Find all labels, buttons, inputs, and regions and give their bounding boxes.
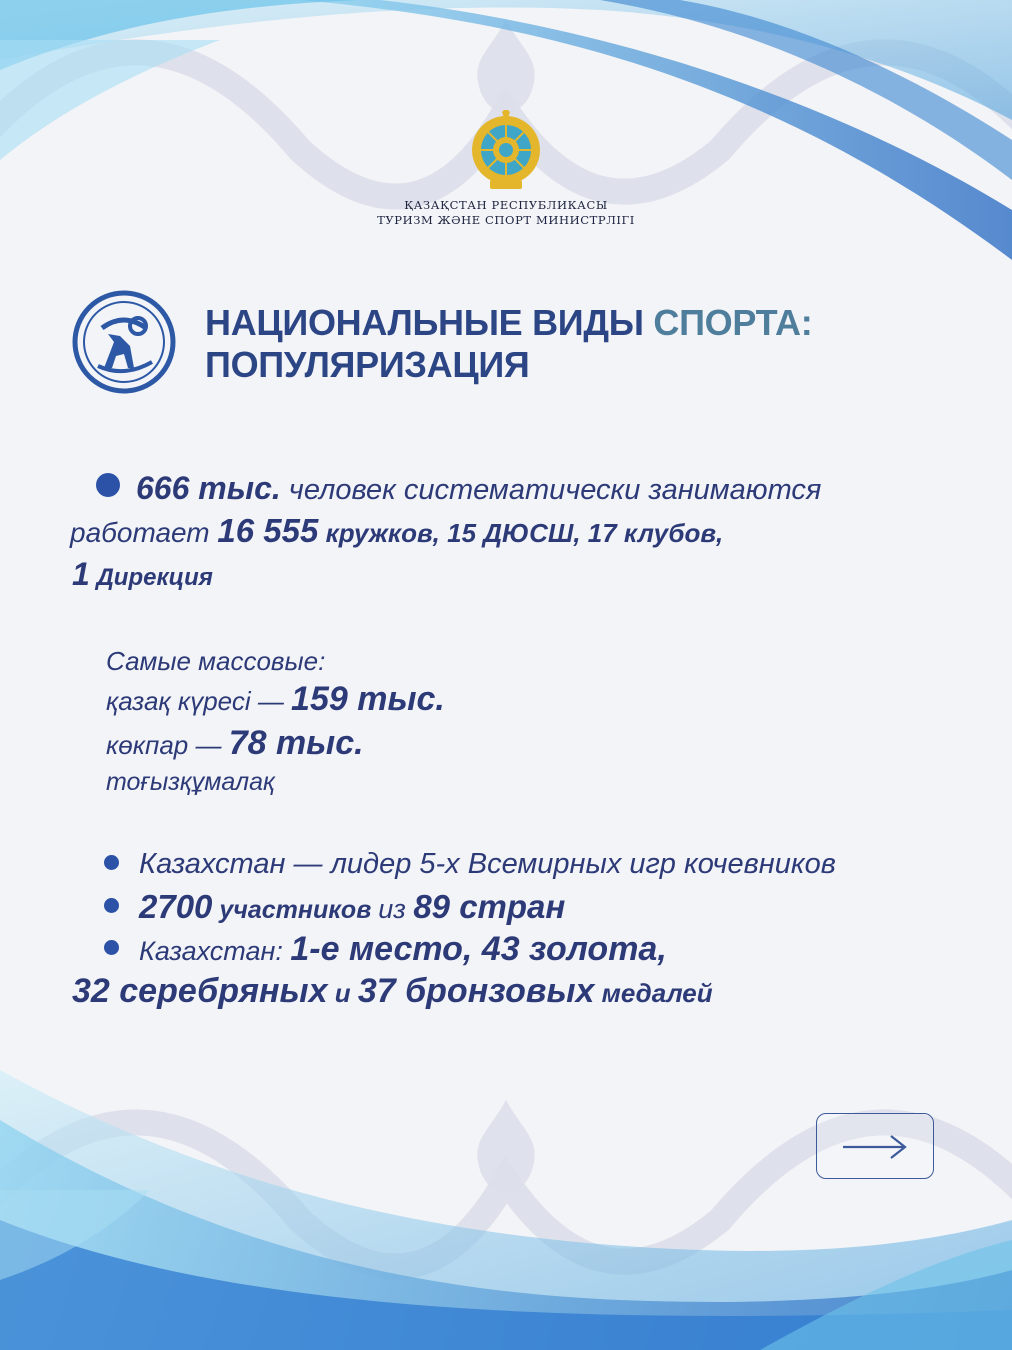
block3-line1-text: Казахстан — лидер 5-х Всемирных игр кочевников bbox=[139, 848, 836, 880]
block1-text4: Дирекция bbox=[89, 564, 213, 591]
bullet-icon bbox=[96, 473, 120, 497]
block3-l4-text: и bbox=[327, 978, 358, 1008]
block3-l2-text2: из bbox=[378, 894, 414, 924]
block1-text1: человек систематически занимаются bbox=[280, 474, 822, 506]
block3-l4-bold2: 37 бронзовых bbox=[357, 972, 595, 1010]
block1-line1 bbox=[96, 470, 821, 507]
title-part1: НАЦИОНАЛЬНЫЕ ВИДЫ bbox=[205, 302, 654, 343]
national-sports-logo bbox=[72, 290, 176, 394]
block2-heading: Самые массовые: bbox=[106, 646, 326, 676]
next-button[interactable] bbox=[816, 1113, 934, 1179]
block1-text2: работает bbox=[70, 517, 218, 548]
block2-item1-label: қазақ күресі — bbox=[106, 686, 292, 716]
block3-line3 bbox=[104, 930, 667, 969]
bullet-icon bbox=[104, 898, 119, 913]
block3-line1 bbox=[104, 848, 836, 881]
block3-l2-num2: 89 стран bbox=[413, 888, 566, 925]
title-line2: ПОПУЛЯРИЗАЦИЯ bbox=[205, 344, 530, 385]
block2-item2-value: 78 тыс. bbox=[228, 724, 364, 762]
ministry-name-line2: ТУРИЗМ ЖӘНЕ СПОРТ МИНИСТРЛІГІ bbox=[377, 213, 635, 227]
block3-l3-text: Казахстан: bbox=[139, 936, 291, 966]
bullet-icon bbox=[104, 855, 119, 870]
ministry-name-line1: ҚАЗАҚСТАН РЕСПУБЛИКАСЫ bbox=[404, 198, 608, 212]
page-title bbox=[205, 302, 812, 386]
bullet-icon bbox=[104, 940, 119, 955]
block1-num2: 16 555 bbox=[217, 512, 319, 549]
block3-l4-text2: медалей bbox=[594, 978, 713, 1008]
block3-l2-text1: участников bbox=[212, 896, 379, 924]
title-line1 bbox=[205, 302, 812, 344]
block1-text3: кружков, 15 ДЮСШ, 17 клубов, bbox=[318, 518, 724, 548]
state-emblem bbox=[466, 110, 546, 196]
block2-item3: тоғызқұмалақ bbox=[106, 768, 275, 796]
block3-line4 bbox=[72, 972, 713, 1011]
block2-item1 bbox=[106, 680, 445, 719]
block2-item2-label: көкпар — bbox=[106, 730, 229, 760]
title-part2: СПОРТА: bbox=[653, 302, 813, 343]
block3-l2-num: 2700 bbox=[139, 888, 213, 925]
block1-line2 bbox=[70, 512, 723, 550]
block2-item2 bbox=[106, 724, 364, 763]
block1-num1: 666 тыс. bbox=[136, 470, 281, 506]
block3-l3-bold: 1-е место, 43 золота, bbox=[290, 930, 667, 968]
arrow-right-icon bbox=[841, 1132, 911, 1162]
block1-num3: 1 bbox=[72, 556, 90, 592]
block1-line3 bbox=[72, 556, 213, 593]
block2-item1-value: 159 тыс. bbox=[291, 680, 445, 718]
block3-l4-bold1: 32 серебряных bbox=[72, 972, 328, 1010]
block3-line2 bbox=[104, 888, 565, 926]
